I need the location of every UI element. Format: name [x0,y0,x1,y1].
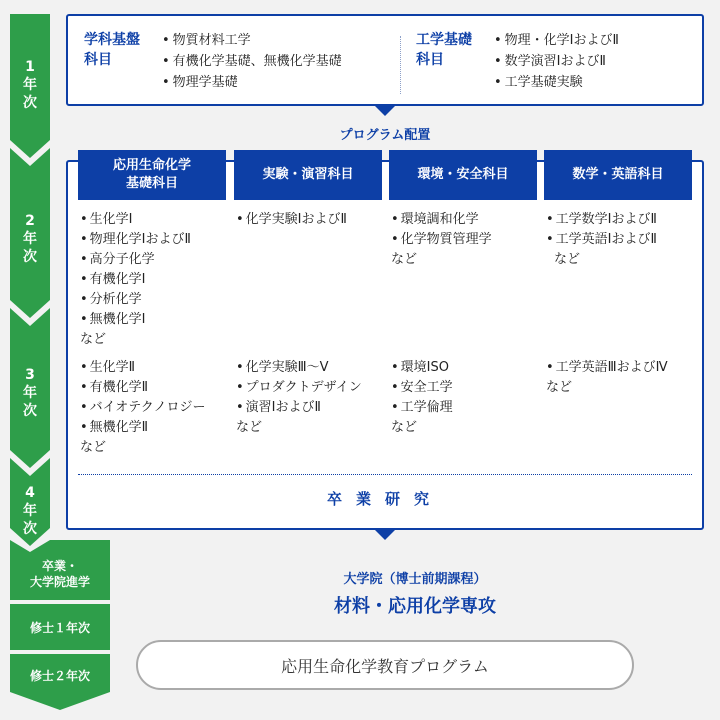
list-item: • 環境ISO [391,358,453,378]
list-item-etc: など [236,420,263,435]
list-item: • 工学英語ⅠおよびⅡ [546,230,657,250]
program-arrow [375,530,395,540]
list-item: • 工学英語ⅢおよびⅣ [546,358,668,378]
year3-life-chemistry-list [80,358,206,458]
list-item: • 生化学Ⅰ [80,210,191,230]
list-item: • 有機化学Ⅱ [80,378,206,398]
program-placement-title: プログラム配置 [339,128,431,143]
list-item: • 安全工学 [391,378,453,398]
list-item: • 工学数学ⅠおよびⅡ [546,210,657,230]
list-item: • 化学実験ⅠおよびⅡ [236,210,347,230]
research-separator [78,474,692,475]
list-item: • 生化学Ⅱ [80,358,206,378]
list-item: • 工学倫理 [391,398,453,418]
graduation-stage-label: 卒業・ 大学院進学 [29,559,90,589]
engineering-subjects-list [494,30,619,93]
year2-math-english-list [546,210,657,270]
list-item: • 化学実験Ⅲ〜Ⅴ [236,358,362,378]
engineering-subjects-heading: 工学基礎 科目 [416,32,472,68]
list-item: • 化学物質管理学 [391,230,492,250]
list-item: • 高分子化学 [80,250,191,270]
list-item: • 工学基礎実験 [494,72,619,93]
first-year-arrow [375,106,395,116]
category-math-english: 数学・英語科目 [544,150,692,200]
year2-life-chemistry-list [80,210,191,350]
list-item-etc: など [80,440,107,455]
list-item: • 物理・化学ⅠおよびⅡ [494,30,619,51]
list-item: • 無機化学Ⅰ [80,310,191,330]
category-experiments: 実験・演習科目 [234,150,382,200]
list-item: • 分析化学 [80,290,191,310]
graduate-school-title: 大学院（博士前期課程） [343,572,487,587]
list-item-etc: など [80,332,107,347]
list-item: • 物理化学ⅠおよびⅡ [80,230,191,250]
list-item: • 演習ⅠおよびⅡ [236,398,362,418]
list-item: • 無機化学Ⅱ [80,418,206,438]
list-item: • 物質材料工学 [162,30,342,51]
list-item-etc: など [391,252,418,267]
year2-experiments-list [236,210,347,230]
year-2-label: 2 年 次 [23,213,37,265]
list-item: • 有機化学Ⅰ [80,270,191,290]
basic-subjects-list [162,30,342,93]
year3-math-english-list [546,358,668,398]
list-item: • 有機化学基礎、無機化学基礎 [162,51,342,72]
basic-subjects-heading: 学科基盤 科目 [84,32,140,68]
list-item: • 物理学基礎 [162,72,342,93]
list-item-etc: など [554,252,581,267]
list-item: • 環境調和化学 [391,210,492,230]
year-3-label: 3 年 次 [23,367,37,419]
graduation-research: 卒業研究 [326,490,443,508]
list-item-etc: など [546,380,573,395]
year-4-label: 4 年 次 [23,485,37,537]
category-life-chemistry: 応用生命化学 基礎科目 [78,150,226,200]
year3-experiments-list [236,358,362,438]
first-year-divider [400,36,401,94]
list-item: • 数学演習ⅠおよびⅡ [494,51,619,72]
year3-environment-list [391,358,453,438]
list-item: • プロダクトデザイン [236,378,362,398]
year2-environment-list [391,210,492,270]
list-item-etc: など [391,420,418,435]
year-1-label: 1 年 次 [23,59,37,111]
major-title: 材料・応用化学専攻 [334,596,496,617]
master-2-label: 修士２年次 [29,669,90,683]
first-year-box [66,14,704,106]
category-environment-safety: 環境・安全科目 [389,150,537,200]
master-1-label: 修士１年次 [29,621,90,635]
education-program-pill: 応用生命化学教育プログラム [136,640,634,690]
list-item: • バイオテクノロジー [80,398,206,418]
